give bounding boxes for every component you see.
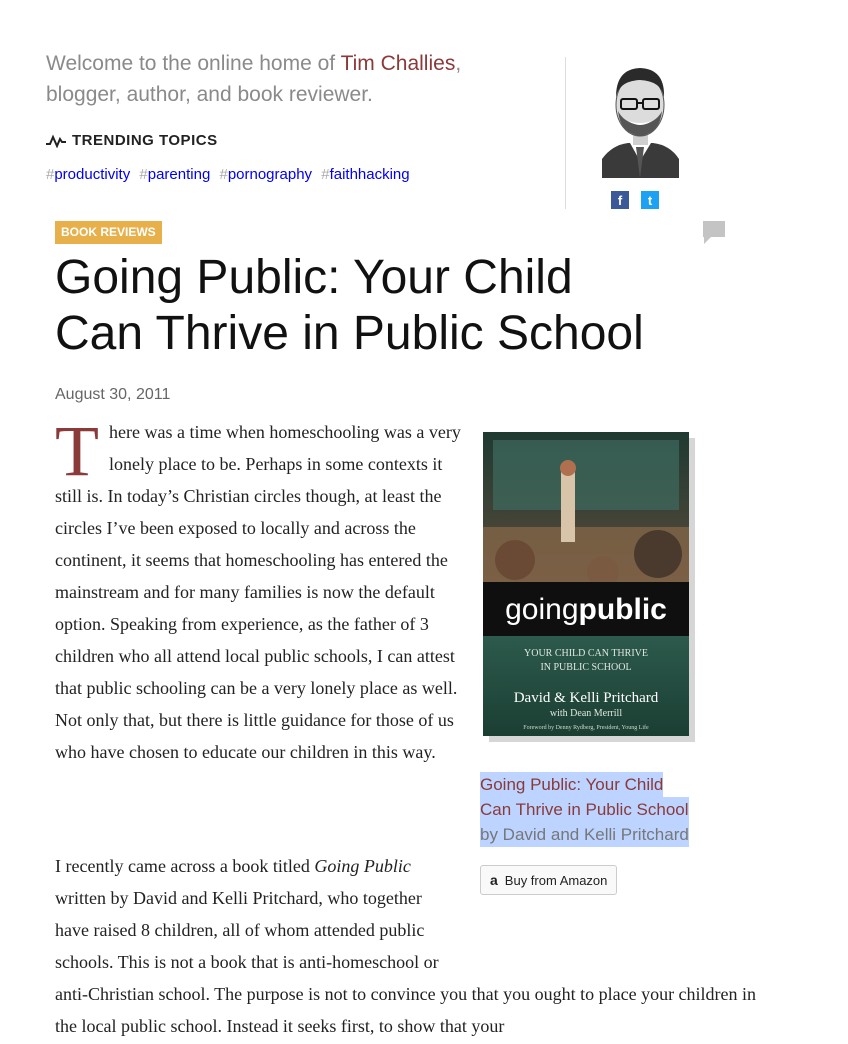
tag-pornography[interactable] [219,166,312,183]
tag-label: parenting [147,166,211,183]
tag-productivity[interactable] [46,166,130,183]
category-badge[interactable]: BOOK REVIEWS [55,221,162,244]
caption-title-line1[interactable]: Going Public: Your Child [480,772,663,797]
tag-parenting[interactable] [139,166,210,183]
tag-hash: # [321,166,330,183]
article-paragraph-1 [55,411,465,768]
article-paragraph-2 [55,850,765,1042]
paragraph-1-text: here was a time when homeschooling was a very lonely place to be. Perhaps in some contexts it still is. In today’s Christian circles though, at least the circles I’ve been exposed to locally and across the continent, it seems that homeschooling has entered the mainstream and for many families is now the default option. Speaking from experience, as the father of 3 children who all attend local public schools, I can attest that public schooling can be a very lonely place as well. Not only that, but there is little guidance for those of us who have chosen to educate our children in this way. [55,422,461,762]
paragraph-2-rest: written by David and Kelli Pritchard, who together have raised 8 children, all of whom attended public schools. This is not a book that is anti-homeschool or anti-Christian school. The purpose is not to convince you that you ought to place your children in the local public school. Instead it seeks first, to show that your [55,888,757,1036]
author-avatar[interactable] [600,55,681,178]
paragraph-2-start: I recently came across a book titled [55,856,315,876]
twitter-icon[interactable]: t [641,191,659,209]
drop-cap: T [55,411,99,491]
book-title-italic: Going Public [314,856,411,876]
author-name-link[interactable]: Tim Challies [340,52,456,75]
intro-prefix: Welcome to the online home of [46,52,341,75]
cover-subtitle-2: IN PUBLIC SCHOOL [540,662,632,673]
cover-title-going: going [505,593,579,626]
title-line2: Can Thrive in Public School [55,307,644,360]
article-date: August 30, 2011 [55,386,171,403]
book-cover-image[interactable] [483,432,695,742]
tag-hash: # [46,166,55,183]
cover-title-public: public [578,593,667,626]
comment-icon[interactable] [703,221,725,245]
tag-label: productivity [54,166,131,183]
cover-foreword: Foreword by Denny Rydberg, President, Young Life [523,725,649,731]
tag-hash: # [219,166,228,183]
social-links [611,191,659,209]
cover-authors: David & Kelli Pritchard [513,690,659,706]
intro-comma: , [455,52,462,75]
buy-button-label: Buy from Amazon [504,872,608,888]
book-caption [480,772,689,847]
tag-label: faithhacking [329,166,410,183]
trending-icon [46,134,66,148]
tag-hash: # [139,166,148,183]
cover-subtitle-1: YOUR CHILD CAN THRIVE [524,648,648,659]
trending-topics [46,132,218,149]
caption-author: by David and Kelli Pritchard [480,822,689,847]
buy-from-amazon-button[interactable] [480,865,617,895]
caption-title-line2[interactable]: Can Thrive in Public School [480,797,689,822]
tag-label: pornography [227,166,313,183]
tag-list [46,166,415,183]
amazon-icon: a [490,872,498,888]
intro-line2: blogger, author, and book reviewer. [46,83,373,106]
trending-label: TRENDING TOPICS [72,132,218,149]
facebook-icon[interactable]: f [611,191,629,209]
title-line1: Going Public: Your Child [55,251,573,304]
site-intro [46,48,546,110]
header-divider [565,57,566,209]
article-title [55,250,695,362]
svg-text:goingpublic [505,593,667,626]
tag-faithhacking[interactable] [321,166,409,183]
cover-with: with Dean Merrill [549,708,623,719]
